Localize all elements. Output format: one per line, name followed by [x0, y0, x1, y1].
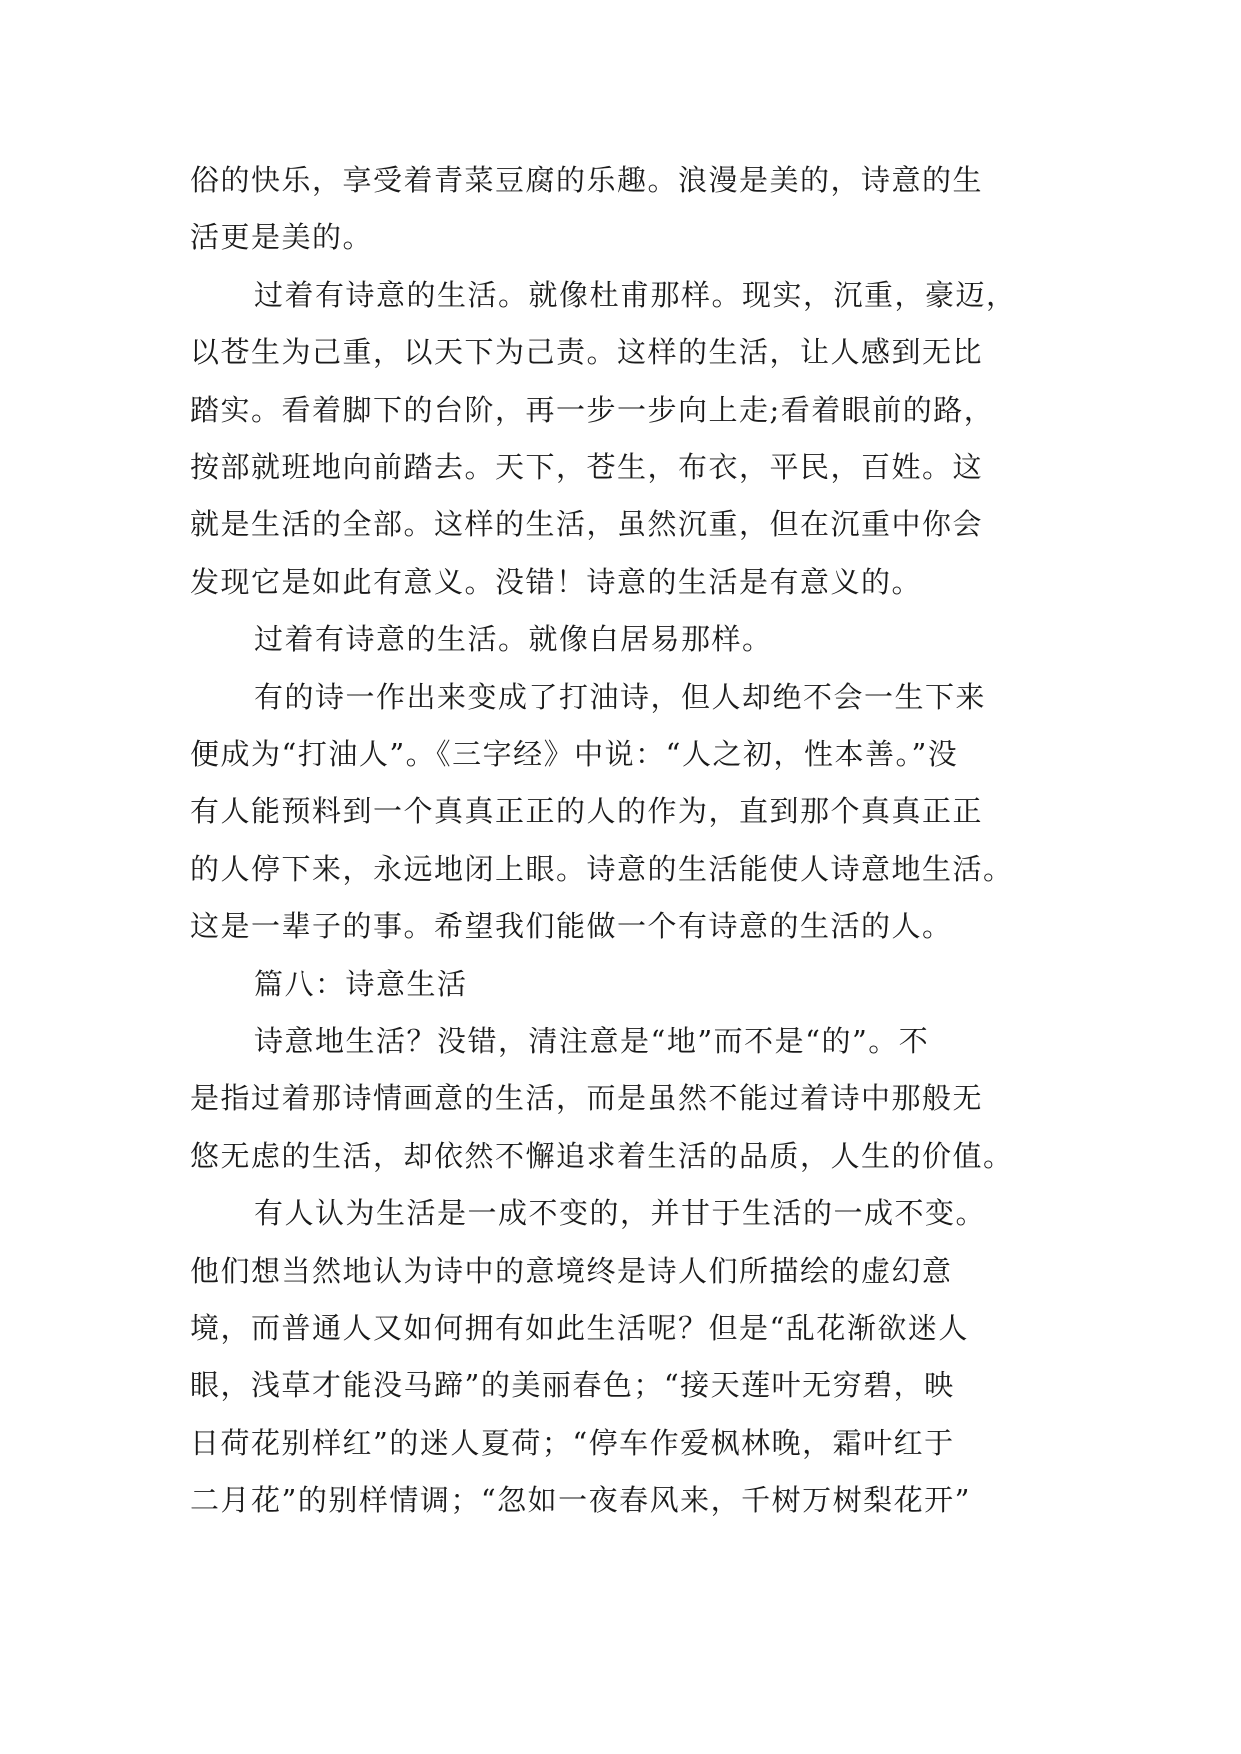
text-line: 是指过着那诗情画意的生活，而是虽然不能过着诗中那般无: [190, 1081, 984, 1116]
text-line: 二月花”的别样情调；“忽如一夜春风来，千树万树梨花开”: [190, 1483, 971, 1518]
text-line: 活更是美的。: [190, 220, 374, 255]
text-line: 就是生活的全部。这样的生活，虽然沉重，但在沉重中你会: [190, 507, 984, 542]
text-line: 境，而普通人又如何拥有如此生活呢？但是“乱花渐欲迷人: [190, 1311, 969, 1345]
text-line: 有的诗一作出来变成了打油诗，但人却绝不会一生下来: [254, 679, 987, 714]
text-line: 有人认为生活是一成不变的，并甘于生活的一成不变。: [254, 1196, 987, 1231]
text-line: 便成为“打油人”。《三字经》中说：“人之初，性本善。”没: [190, 737, 959, 771]
text-line: 他们想当然地认为诗中的意境终是诗人们所描绘的虚幻意: [190, 1253, 953, 1288]
text-line: 日荷花别样红”的迷人夏荷；“停车作爱枫林晚，霜叶红于: [190, 1425, 955, 1460]
text-line: 篇八：诗意生活: [254, 966, 468, 1001]
text-line: 过着有诗意的生活。就像杜甫那样。现实，沉重，豪迈，: [254, 277, 1017, 312]
text-line: 俗的快乐，享受着青菜豆腐的乐趣。浪漫是美的，诗意的生: [190, 163, 984, 197]
text-line: 有人能预料到一个真真正正的人的作为，直到那个真真正正: [190, 794, 984, 829]
text-line: 的人停下来，永远地闭上眼。诗意的生活能使人诗意地生活。: [190, 851, 1014, 886]
text-line: 按部就班地向前踏去。天下，苍生，布衣，平民，百姓。这: [190, 450, 984, 484]
text-line: 悠无虑的生活，却依然不懈追求着生活的品质，人生的价值。: [190, 1138, 1014, 1173]
text-line: 过着有诗意的生活。就像白居易那样。: [254, 622, 773, 657]
text-line: 以苍生为己重，以天下为己责。这样的生活，让人感到无比: [190, 335, 984, 370]
text-line: 这是一辈子的事。希望我们能做一个有诗意的生活的人。: [190, 909, 953, 944]
text-line: 发现它是如此有意义。没错！诗意的生活是有意义的。: [190, 564, 923, 599]
text-line: 眼，浅草才能没马蹄”的美丽春色；“接天莲叶无穷碧，映: [190, 1368, 955, 1403]
text-line: 踏实。看着脚下的台阶，再一步一步向上走;看着眼前的路，: [190, 392, 995, 427]
text-line: 诗意地生活？没错，清注意是“地”而不是“的”。不: [254, 1024, 930, 1058]
